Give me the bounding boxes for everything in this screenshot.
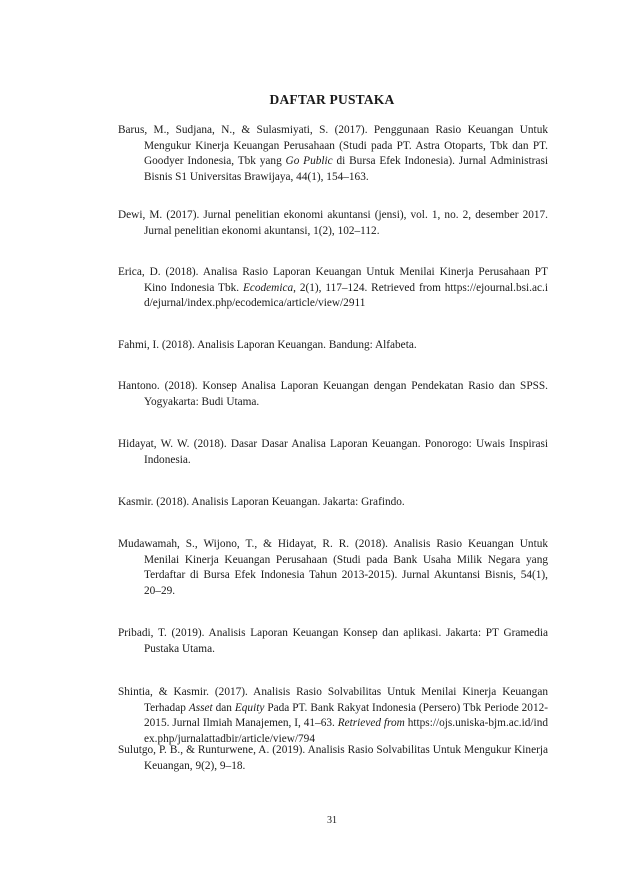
reference-text: Shintia, & Kasmir. (2017). Analisis Rasio Solvabilitas Untuk Menilai Kinerja Keuangan Terhadap [118,686,548,714]
reference-item [118,495,548,511]
reference-text: di Bursa Efek Indonesia). Jurnal Administrasi Bisnis S1 Universitas Brawijaya, 44(1), 154–163. [144,155,548,183]
reference-item [118,685,548,747]
reference-text: https://ojs.uniska-bjm.ac.id/index.php/jurnalattadbir/article/view/794 [144,717,548,745]
reference-text: Fahmi, I. (2018). Analisis Laporan Keuangan. Bandung: Alfabeta. [118,339,417,351]
reference-text: Mudawamah, S., Wijono, T., & Hidayat, R. R. (2018). Analisis Rasio Keuangan Untuk Menilai Kinerja Keuangan Perusahaan (Studi pada Bank Usaha Milik Negara yang Terdaftar di Bursa Efek Indonesia Tahun 2013-2015). Jurnal Akuntansi Bisnis, 54(1), 20–29. [118,538,548,597]
reference-italic-text: Retrieved from [337,717,405,729]
page-number: 31 [327,815,337,826]
reference-item [118,537,548,599]
reference-text: dan [212,701,235,714]
reference-text: Barus, M., Sudjana, N., & Sulasmiyati, S. (2017). Penggunaan Rasio Keuangan Untuk Mengukur Kinerja Keuangan Perusahaan (Studi pada PT. Astra Otoparts, Tbk dan PT. Goodyer Indonesia, Tbk yang [118,124,548,167]
reference-text: Erica, D. (2018). Analisa Rasio Laporan Keuangan Untuk Menilai Kinerja Perusahaan PT Kino Indonesia Tbk. [118,266,548,294]
reference-text: Hidayat, W. W. (2018). Dasar Dasar Analisa Laporan Keuangan. Ponorogo: Uwais Inspirasi Indonesia. [118,438,548,466]
reference-text: Pada PT. Bank Rakyat Indonesia (Persero) Tbk Periode 2012-2015. Jurnal Ilmiah Manajemen, I, 41–63. [144,701,549,729]
reference-text: Pribadi, T. (2019). Analisis Laporan Keuangan Konsep dan aplikasi. Jakarta: PT Gramedia Pustaka Utama. [118,627,548,655]
page-title: DAFTAR PUSTAKA [269,92,395,107]
reference-italic-text: Go Public [285,155,333,167]
reference-item [118,338,548,354]
reference-text: Sulutgo, P. B., & Runturwene, A. (2019). Analisis Rasio Solvabilitas Untuk Mengukur Kinerja Keuangan, 9(2), 9–18. [118,744,548,772]
reference-text: Kasmir. (2018). Analisis Laporan Keuangan. Jakarta: Grafindo. [118,496,405,508]
reference-text: Hantono. (2018). Konsep Analisa Laporan Keuangan dengan Pendekatan Rasio dan SPSS. Yogyakarta: Budi Utama. [118,380,548,408]
reference-item [118,437,548,468]
reference-item [118,123,548,185]
reference-item [118,208,548,239]
reference-italic-text: Equity [234,701,265,714]
reference-italic-text: Asset [188,701,213,714]
reference-item [118,743,548,774]
reference-text: , 2(1), 117–124. Retrieved from https://ejournal.bsi.ac.id/ejurnal/index.php/ecodemica/article/view/2911 [144,281,548,309]
reference-italic-text: Ecodemica [242,281,294,294]
reference-item [118,626,548,657]
reference-text: Dewi, M. (2017). Jurnal penelitian ekonomi akuntansi (jensi), vol. 1, no. 2, desember 2017. Jurnal penelitian ekonomi akuntansi, 1(2), 102–112. [118,209,548,237]
reference-item [118,379,548,410]
reference-item [118,265,548,312]
